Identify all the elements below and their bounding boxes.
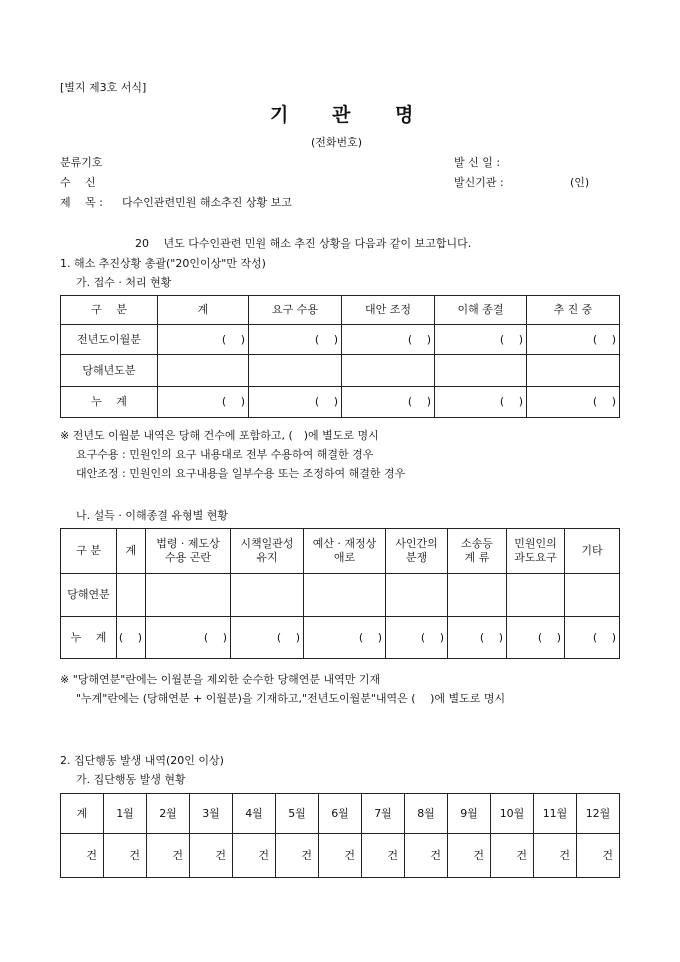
send-date-label: 발 신 일 : [454,156,501,169]
paren-cell: ( ) [435,325,527,355]
class-code-label: 분류기호 [60,156,103,169]
note-b-2: "누계"란에는 (당해연분 + 이월분)을 기재하고,"전년도이월분"내역은 ( )에 별도로 명시 [76,692,506,705]
paren-cell: ( ) [249,325,342,355]
row-label: 누 계 [61,387,158,418]
header-month-5: 5월 [276,794,319,834]
header-lawsuit-l1: 소송등 [461,537,493,550]
resolution-type-table [60,528,620,659]
header-month-12: 12월 [577,794,620,834]
section2-heading: 2. 집단행동 발생 내역(20인 이상) [60,754,224,767]
header-legal [146,529,231,574]
empty-cell [249,355,342,387]
empty-cell [342,355,435,387]
empty-cell [435,355,527,387]
empty-cell [158,355,249,387]
header-accepted: 요구 수용 [249,296,342,325]
table-row [61,387,620,418]
section1-sub-a: 가. 접수 · 처리 현황 [76,276,172,289]
empty-cell [448,574,507,617]
sender-label: 발신기관 : [454,176,504,189]
header-month-4: 4월 [233,794,276,834]
unit-cell: 건 [362,834,405,878]
title-char-3: 명 [395,104,414,126]
header-category: 구 분 [61,296,158,325]
section1-sub-b: 나. 설득 · 이해종결 유형별 현황 [76,509,228,522]
header-closed: 이해 종결 [435,296,527,325]
row-label: 당해연분 [61,574,117,617]
phone-number: (전화번호) [311,136,363,149]
subject-text: 다수인관련민원 해소추진 상황 보고 [122,196,292,209]
intake-status-table [60,295,620,418]
header-month-1: 1월 [104,794,147,834]
header-private-dispute [386,529,448,574]
note-a-3: 대안조정 : 민원인의 요구내용을 일부수용 또는 조정하여 해결한 경우 [76,467,406,480]
paren-cell: ( ) [158,387,249,418]
note-a-2: 요구수용 : 민원인의 요구 내용대로 전부 수용하여 해결한 경우 [76,448,374,461]
header-policy-l1: 시책일관성 [240,537,294,550]
header-excessive-l2: 과도요구 [514,551,557,564]
table-header-row [61,794,620,834]
empty-cell [231,574,304,617]
table-row [61,325,620,355]
unit-cell: 건 [448,834,491,878]
paren-cell: ( ) [448,617,507,659]
paren-cell: ( ) [565,617,620,659]
recipient-label: 수 신 [60,176,96,189]
header-legal-l2: 수용 곤란 [164,551,211,564]
header-month-3: 3월 [190,794,233,834]
section2-sub-a: 가. 집단행동 발생 현황 [76,773,186,786]
header-month-7: 7월 [362,794,405,834]
header-total: 계 [61,794,104,834]
header-private-l1: 사인간의 [395,537,438,550]
header-private-l2: 분쟁 [405,551,428,564]
table-header-row [61,296,620,325]
row-label: 누 계 [61,617,117,659]
unit-cell: 건 [319,834,362,878]
table-row [61,617,620,659]
collective-action-table [60,793,620,878]
header-month-10: 10월 [491,794,534,834]
paren-cell: ( ) [527,325,620,355]
empty-cell [527,355,620,387]
header-budget-l1: 예산 · 재정상 [312,537,377,550]
table-header-row [61,529,620,574]
paren-cell: ( ) [249,387,342,418]
subject-label: 제 목 : [60,196,103,209]
paren-cell: ( ) [342,325,435,355]
header-budget-l2: 애로 [333,551,356,564]
note-a-1: ※ 전년도 이월분 내역은 당해 건수에 포함하고, ( )에 별도로 명시 [60,429,379,442]
empty-cell [117,574,146,617]
unit-cell: 건 [577,834,620,878]
header-budget [304,529,386,574]
header-total: 계 [158,296,249,325]
unit-cell: 건 [534,834,577,878]
unit-cell: 건 [491,834,534,878]
header-adjusted: 대안 조정 [342,296,435,325]
header-month-11: 11월 [534,794,577,834]
header-policy [231,529,304,574]
note-b-1: ※ "당해연분"란에는 이월분을 제외한 순수한 당해연분 내역만 기재 [60,673,381,686]
empty-cell [386,574,448,617]
paren-cell: ( ) [231,617,304,659]
paren-cell: ( ) [507,617,565,659]
title-char-1: 기 [270,104,289,126]
table-row [61,834,620,878]
section1-heading: 1. 해소 추진상황 총괄("20인이상"만 작성) [60,257,266,270]
header-category: 구 분 [61,529,117,574]
header-month-8: 8월 [405,794,448,834]
header-lawsuit-l2: 계 류 [464,551,490,564]
header-excessive-l1: 민원인의 [514,537,557,550]
header-lawsuit [448,529,507,574]
intro-text: 20 년도 다수인관련 민원 해소 추진 상황을 다음과 같이 보고합니다. [135,237,472,250]
empty-cell [507,574,565,617]
unit-cell: 건 [276,834,319,878]
table-row [61,355,620,387]
unit-cell: 건 [104,834,147,878]
unit-cell: 건 [233,834,276,878]
header-total: 계 [117,529,146,574]
paren-cell: ( ) [158,325,249,355]
empty-cell [565,574,620,617]
paren-cell: ( ) [386,617,448,659]
paren-cell: ( ) [117,617,146,659]
form-label: [별지 제3호 서식] [60,81,147,94]
header-legal-l1: 법령 · 제도상 [156,537,220,550]
title-char-2: 관 [332,104,351,126]
header-excessive-demand [507,529,565,574]
unit-cell: 건 [61,834,104,878]
header-month-9: 9월 [448,794,491,834]
header-in-progress: 추 진 중 [527,296,620,325]
unit-cell: 건 [405,834,448,878]
row-label: 당해년도분 [61,355,158,387]
paren-cell: ( ) [146,617,231,659]
empty-cell [146,574,231,617]
header-other: 기타 [565,529,620,574]
header-policy-l2: 유지 [256,551,278,564]
empty-cell [304,574,386,617]
paren-cell: ( ) [435,387,527,418]
table-row [61,574,620,617]
paren-cell: ( ) [342,387,435,418]
header-month-2: 2월 [147,794,190,834]
row-label: 전년도이월분 [61,325,158,355]
seal-mark: (인) [570,176,590,189]
paren-cell: ( ) [527,387,620,418]
paren-cell: ( ) [304,617,386,659]
unit-cell: 건 [147,834,190,878]
unit-cell: 건 [190,834,233,878]
header-month-6: 6월 [319,794,362,834]
